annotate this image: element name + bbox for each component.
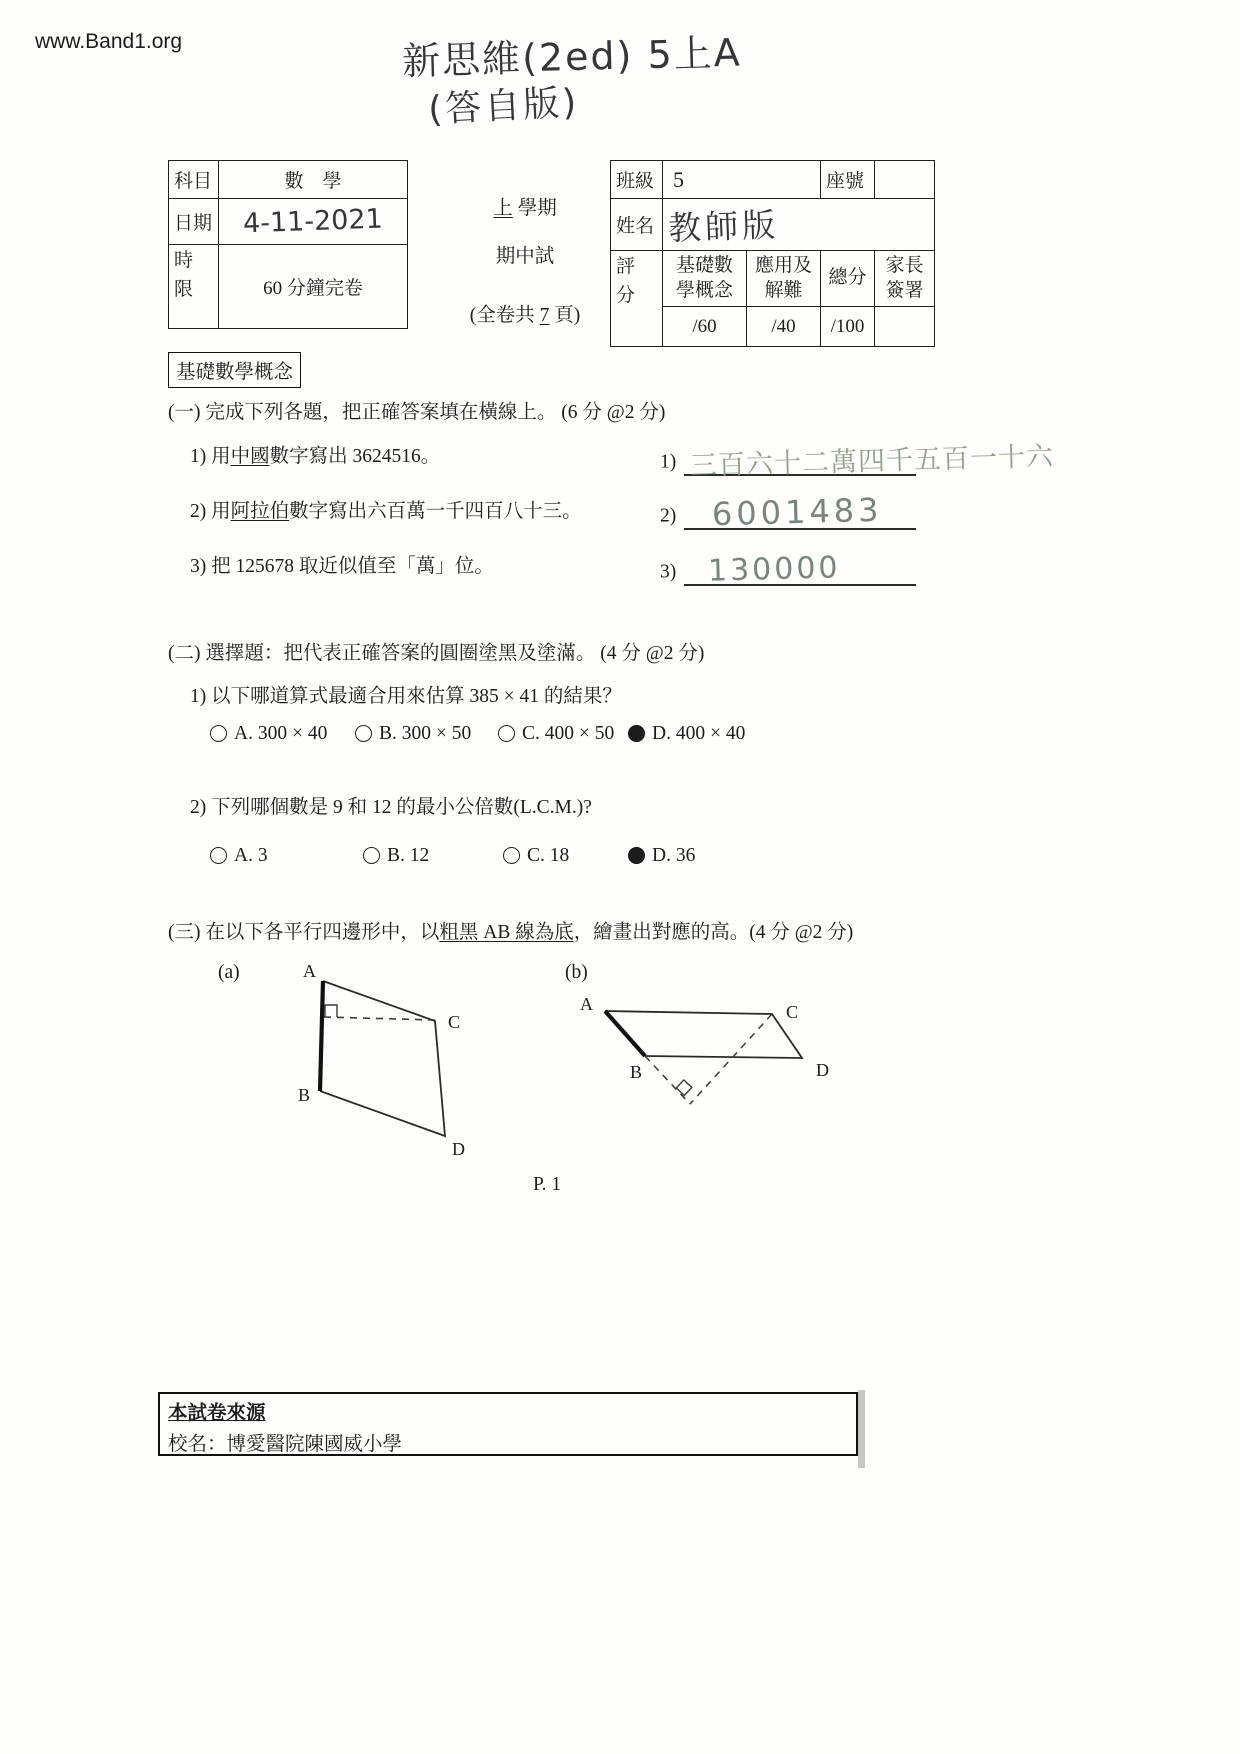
s1-answer-3: 3) 130000 xyxy=(660,548,916,586)
subject-value: 數 學 xyxy=(219,161,408,199)
exam-name: 期中試 xyxy=(495,246,555,268)
vertex-label-d: D xyxy=(816,1060,829,1080)
vertex-label-a: A xyxy=(303,961,316,981)
vertex-label-c: C xyxy=(786,1002,799,1022)
s2-q2-option-c: C. 18 xyxy=(503,845,569,867)
base-ab-bold-line xyxy=(320,981,323,1091)
s2-q1-option-d-selected: D. 400 × 40 xyxy=(628,723,745,745)
page-number: P. 1 xyxy=(533,1174,562,1195)
handwritten-title-line1: 新思維(2ed) 5上A xyxy=(401,30,743,84)
parallelogram-a-figure xyxy=(285,956,485,1171)
score-col-parent-sign: 家長簽署 xyxy=(875,251,935,307)
class-label: 班級 xyxy=(611,161,663,199)
score-col-basic: 基礎數學概念 xyxy=(663,251,747,307)
parallelogram-b-sides xyxy=(605,1011,802,1058)
s2-q1-option-b: B. 300 × 50 xyxy=(355,723,471,745)
exam-info-table xyxy=(168,160,408,329)
class-value: 5 xyxy=(663,161,821,199)
answer-line-1 xyxy=(684,438,1055,482)
right-angle-marker xyxy=(325,1005,337,1017)
option-circle-c xyxy=(503,847,520,864)
figure-b-label: (b) xyxy=(565,962,588,983)
option-circle-b xyxy=(355,725,372,742)
page-count-line: (全卷共 7 頁) xyxy=(469,304,581,326)
name-label: 姓名 xyxy=(611,199,663,251)
vertex-label-b: B xyxy=(630,1062,643,1082)
vertex-label-a: A xyxy=(580,994,593,1014)
s2-q2-text: 2) 下列哪個數是 9 和 12 的最小公倍數(L.C.M.)? xyxy=(190,797,592,818)
section1-heading: (一) 完成下列各題，把正確答案填在橫線上。 (6 分 @2 分) xyxy=(168,402,666,423)
time-limit-label: 時限 xyxy=(174,250,194,300)
parent-sign-empty xyxy=(875,307,935,347)
s1-q3-text: 3) 把 125678 取近似值至「萬」位。 xyxy=(190,556,494,577)
answer-line-2 xyxy=(684,490,916,534)
height-dashed-line xyxy=(324,1017,435,1020)
score-max-basic: /60 xyxy=(663,307,747,347)
option-circle-c xyxy=(498,725,515,742)
s1-q2-text: 2) 用阿拉伯數字寫出六百萬一千四百八十三。 xyxy=(190,501,582,522)
s2-q2-option-a: A. 3 xyxy=(210,845,268,867)
option-circle-d-filled xyxy=(628,725,645,742)
score-label: 評分 xyxy=(616,256,636,306)
date-handwritten-value: 4-11-2021 xyxy=(242,203,384,240)
handwritten-title-line2: (答自版) xyxy=(427,82,581,131)
score-max-total: /100 xyxy=(821,307,875,347)
score-col-applied: 應用及解難 xyxy=(747,251,821,307)
figure-a-label: (a) xyxy=(218,962,240,983)
answer-3-handwritten: 130000 xyxy=(707,549,842,589)
s1-q1-text: 1) 用中國數字寫出 3624516。 xyxy=(190,446,441,467)
time-limit-value: 60 分鐘完卷 xyxy=(219,245,408,329)
answer-2-handwritten: 6001483 xyxy=(711,490,884,534)
s2-q1-text: 1) 以下哪道算式最適合用來估算 385 × 41 的結果？ xyxy=(190,686,622,707)
vertex-label-d: D xyxy=(452,1139,465,1159)
option-circle-d-filled xyxy=(628,847,645,864)
source-box xyxy=(158,1392,858,1456)
seat-label: 座號 xyxy=(821,161,875,199)
answer-line-3 xyxy=(684,548,916,589)
option-circle-a xyxy=(210,725,227,742)
s2-q2-option-b: B. 12 xyxy=(363,845,429,867)
parallelogram-b-figure xyxy=(560,986,850,1131)
source-label: 本試卷來源 xyxy=(168,1403,266,1424)
score-table xyxy=(610,160,935,347)
site-watermark: www.Band1.org xyxy=(35,30,183,53)
name-handwritten-value: 教師版 xyxy=(667,205,780,248)
s1-answer-2: 2) 6001483 xyxy=(660,492,916,530)
term-block xyxy=(455,196,595,329)
s1-answer-1: 1) 三百六十二萬四千五百一十六 xyxy=(660,438,916,476)
s2-q2-option-d-selected: D. 36 xyxy=(628,845,695,867)
option-circle-a xyxy=(210,847,227,864)
section-badge: 基礎數學概念 xyxy=(168,352,301,388)
vertex-label-b: B xyxy=(298,1085,311,1105)
height-dashed-line xyxy=(690,1014,772,1104)
s2-q1-option-a: A. 300 × 40 xyxy=(210,723,327,745)
term-line: 上 學期 xyxy=(493,198,557,219)
vertex-label-c: C xyxy=(448,1012,461,1032)
score-col-total: 總分 xyxy=(821,251,875,307)
scan-artifact-bar xyxy=(858,1390,865,1468)
seat-value-empty xyxy=(875,161,935,199)
date-label: 日期 xyxy=(169,199,219,245)
section2-heading: (二) 選擇題：把代表正確答案的圓圈塗黑及塗滿。 (4 分 @2 分) xyxy=(168,643,705,664)
answer-1-handwritten: 三百六十二萬四千五百一十六 xyxy=(689,440,1055,482)
subject-label: 科目 xyxy=(169,161,219,199)
score-max-applied: /40 xyxy=(747,307,821,347)
s2-q1-option-c: C. 400 × 50 xyxy=(498,723,614,745)
parallelogram-a-sides xyxy=(320,981,445,1136)
section3-heading: (三) 在以下各平行四邊形中，以粗黑 AB 線為底，繪畫出對應的高。(4 分 @2 分) xyxy=(168,922,854,943)
school-name: 校名：博愛醫院陳國威小學 xyxy=(168,1434,403,1455)
right-angle-marker xyxy=(676,1080,692,1096)
base-ab-bold-line xyxy=(605,1011,645,1056)
option-circle-b xyxy=(363,847,380,864)
